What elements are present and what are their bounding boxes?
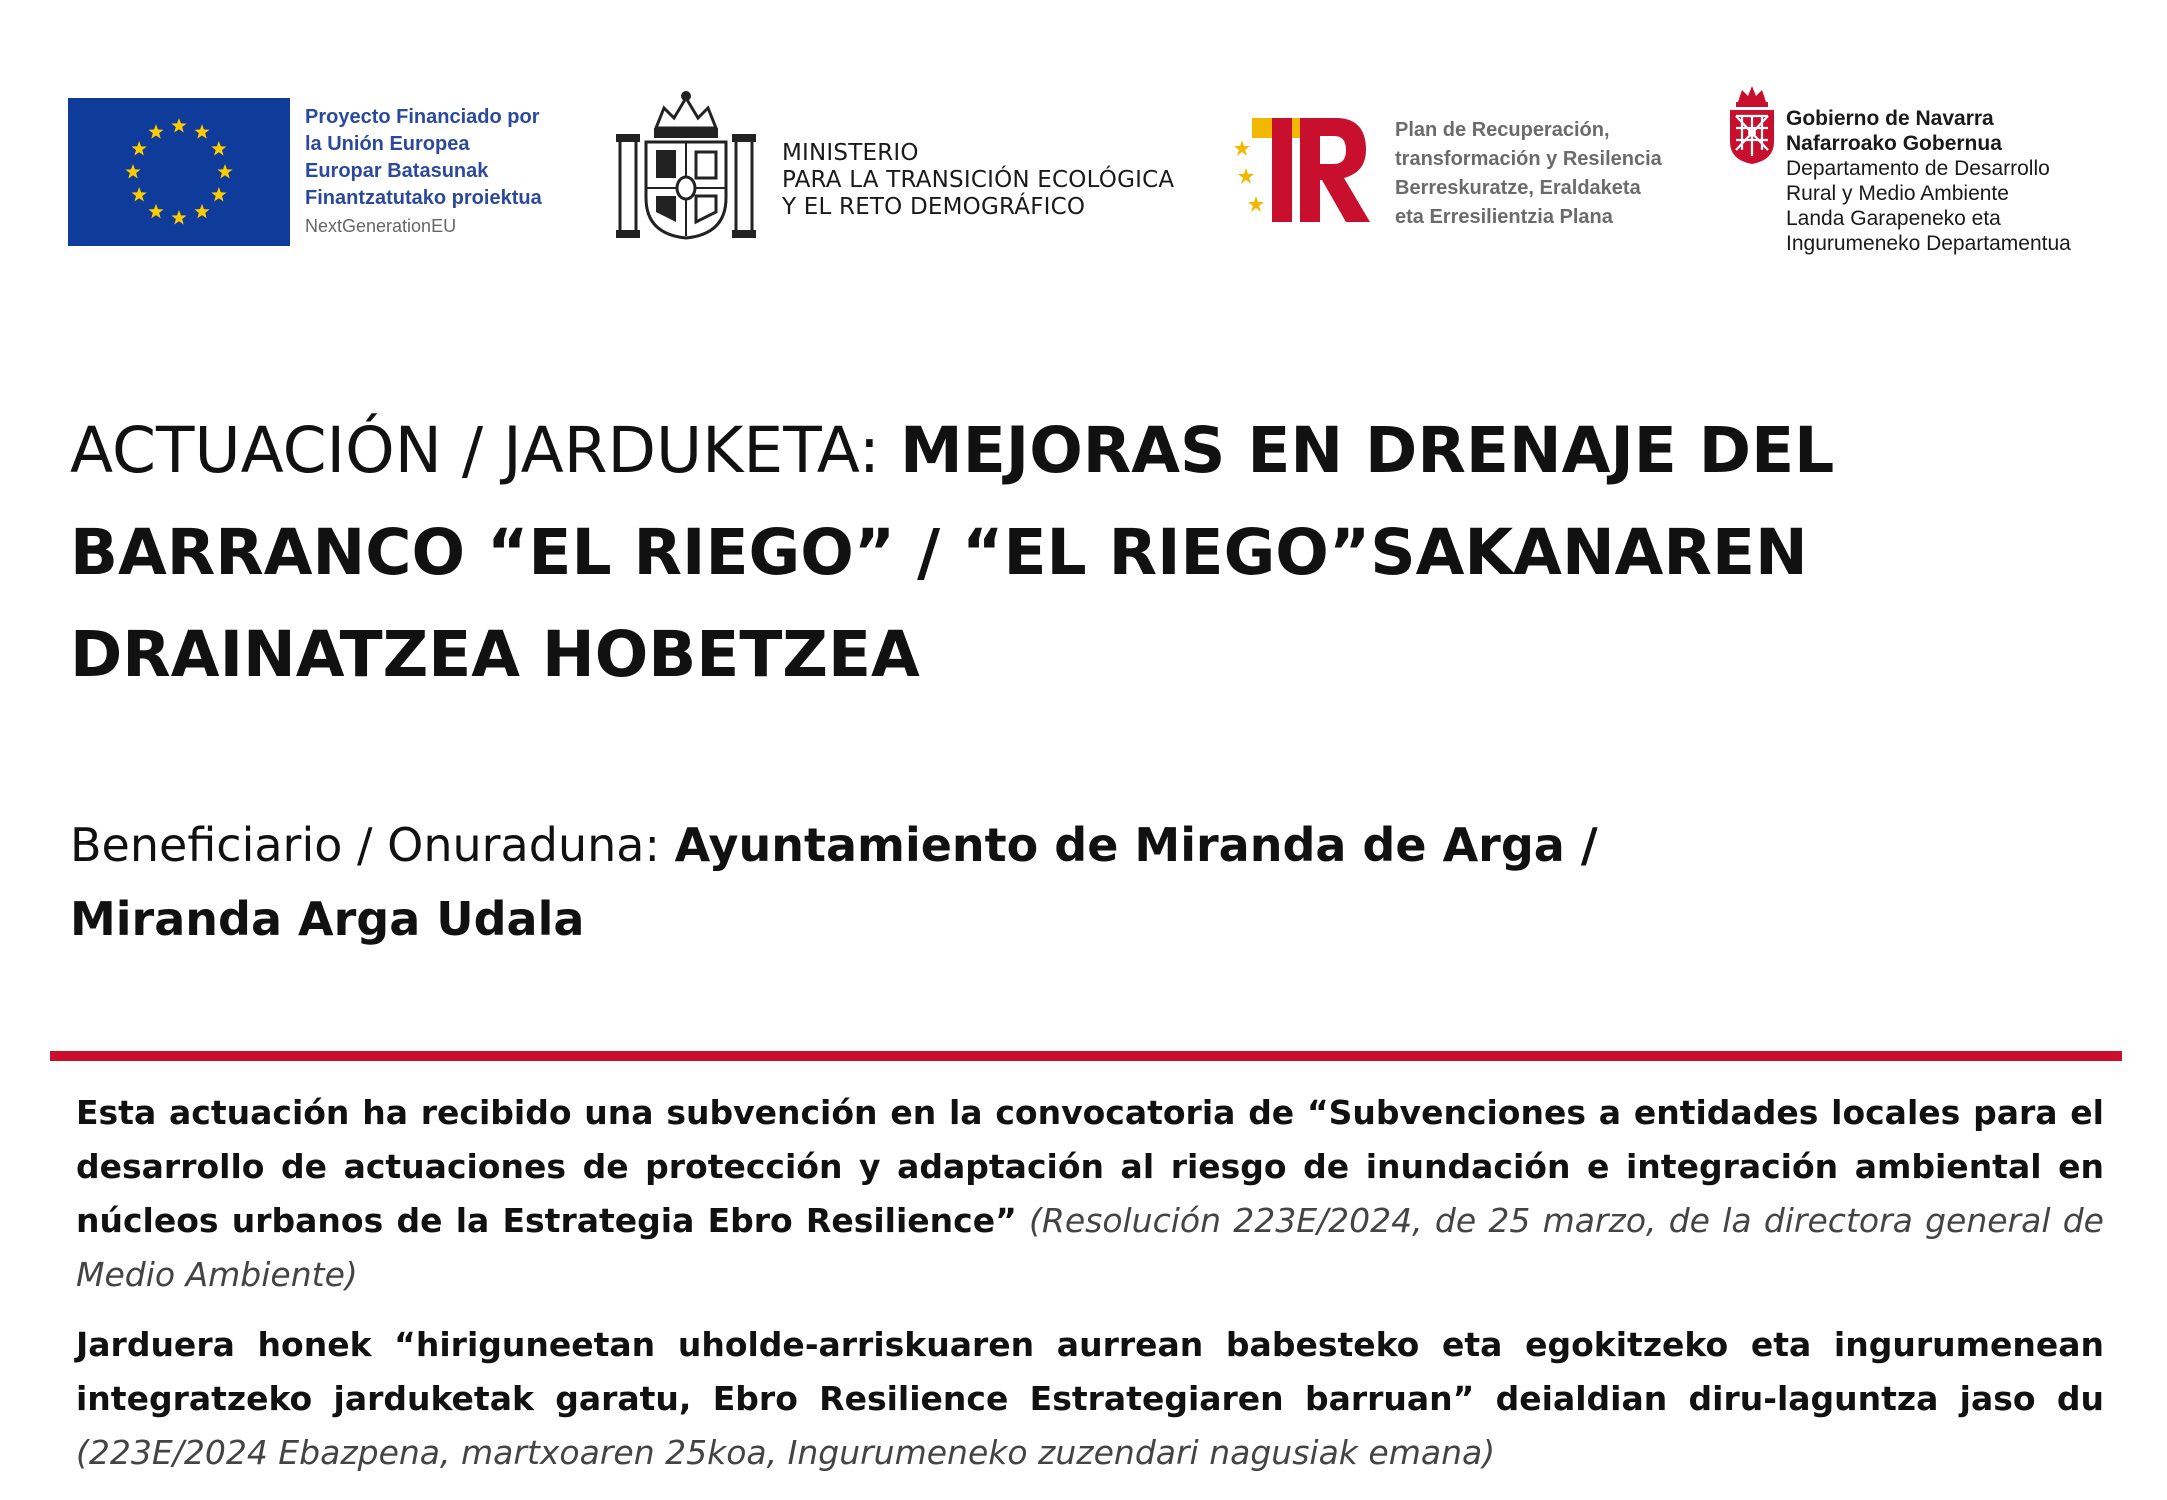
red-divider: [50, 1051, 2122, 1061]
eu-funding-text: [305, 104, 595, 240]
spain-coat-of-arms-logo: [612, 88, 760, 240]
next-generation-eu-label: NextGenerationEU: [305, 216, 457, 236]
beneficiary: [70, 808, 1770, 956]
navarra-line-5: Landa Garapeneko eta: [1786, 207, 2001, 230]
funding-paragraph-es-text: Esta actuación ha recibido una subvención en la convocatoria de “Subvenciones a entidades locales para el desarrollo de actuaciones de protección y adaptación al riesgo de inundación e integración ambiental en núcleos urbanos de la Estrategia Ebro Resilience”: [76, 1093, 2104, 1240]
eu-line-2: la Unión Europea: [305, 133, 470, 155]
navarra-line-3: Departamento de Desarrollo: [1786, 157, 2050, 180]
navarra-line-2: Nafarroako Gobernua: [1786, 132, 2002, 155]
navarra-government-text: [1786, 106, 2071, 256]
recovery-plan-text: [1395, 116, 1662, 232]
funding-paragraph-eu-text: Jarduera honek “hiriguneetan uholde-arriskuaren aurrean babesteko eta egokitzeko eta ingurumenean integratzeko jarduketak garatu, Ebro Resilience Estrategiaren barruan” deialdian diru-laguntza jaso du: [76, 1325, 2104, 1418]
eu-line-1: Proyecto Financiado por: [305, 106, 540, 128]
action-title: [70, 400, 2030, 706]
navarra-line-4: Rural y Medio Ambiente: [1786, 182, 2009, 205]
prtr-line-1: Plan de Recuperación,: [1395, 119, 1610, 141]
navarra-line-6: Ingurumeneko Departamentua: [1786, 232, 2071, 255]
funding-paragraph-eu: [76, 1318, 2104, 1480]
navarra-shield-icon: [1726, 86, 1778, 164]
ministry-name: [782, 140, 1174, 221]
funding-paragraph-es: [76, 1086, 2104, 1302]
navarra-coat-logo: [1726, 86, 1778, 164]
coat-of-arms-icon: [612, 88, 760, 240]
tr-mark-icon: [1232, 110, 1372, 230]
ministry-line-2: PARA LA TRANSICIÓN ECOLÓGICA: [782, 167, 1175, 193]
eu-flag-icon: [68, 98, 290, 246]
beneficiary-value: Ayuntamiento de Miranda de Arga / Miranda Arga Udala: [70, 818, 1598, 946]
eu-flag-logo: [68, 98, 290, 246]
eu-line-3: Europar Batasunak: [305, 160, 489, 182]
prtr-line-3: Berreskuratze, Eraldaketa: [1395, 177, 1641, 199]
ministry-line-3: Y EL RETO DEMOGRÁFICO: [782, 194, 1086, 220]
navarra-line-1: Gobierno de Navarra: [1786, 107, 1994, 130]
action-title-text: MEJORAS EN DRENAJE DEL BARRANCO “EL RIEGO” / “EL RIEGO”SAKANAREN DRAINATZEA HOBETZEA: [70, 414, 1835, 691]
action-title-label: ACTUACIÓN / JARDUKETA:: [70, 414, 901, 487]
ministry-line-1: MINISTERIO: [782, 140, 919, 166]
beneficiary-label: Beneficiario / Onuraduna:: [70, 818, 675, 872]
recovery-plan-logo: [1232, 110, 1372, 230]
eu-line-4: Finantzatutako proiektua: [305, 187, 542, 209]
prtr-line-2: transformación y Resilencia: [1395, 148, 1662, 170]
prtr-line-4: eta Erresilientzia Plana: [1395, 206, 1613, 228]
funding-paragraph-eu-reference: (223E/2024 Ebazpena, martxoaren 25koa, Ingurumeneko zuzendari nagusiak emana): [76, 1433, 1496, 1472]
funding-paragraph-es-reference: (Resolución 223E/2024, de 25 marzo, de la directora general de Medio Ambiente): [76, 1201, 2104, 1294]
